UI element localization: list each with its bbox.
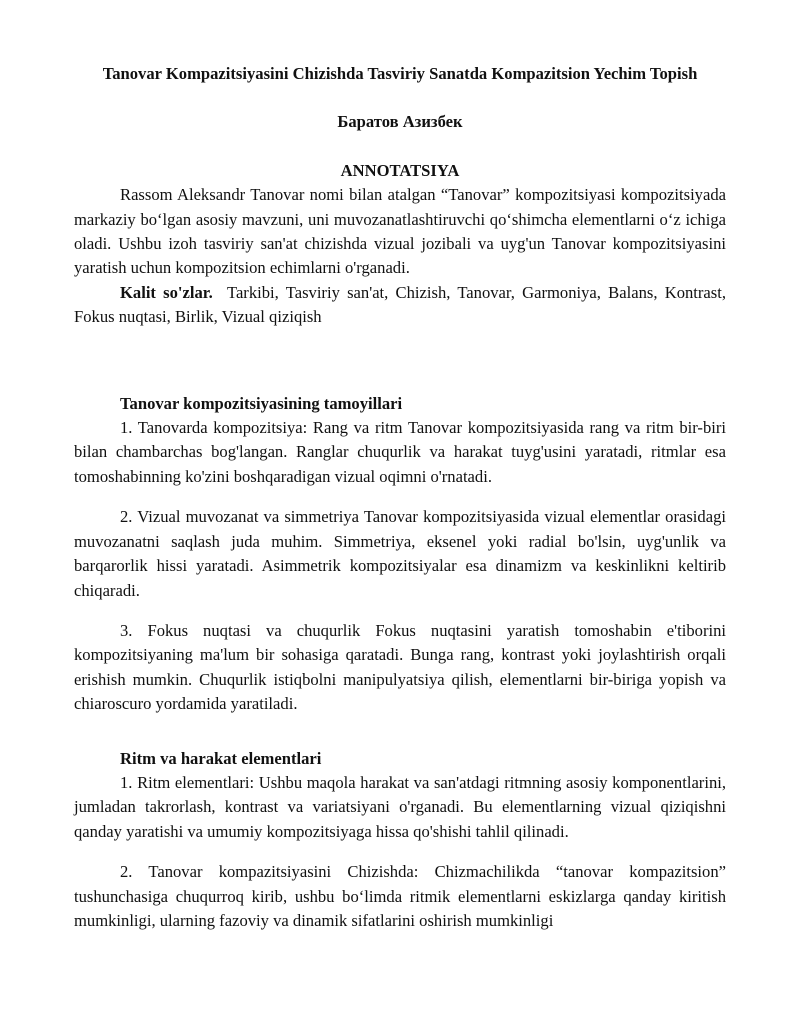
section-heading-rhythm: Ritm va harakat elementlari (120, 748, 322, 768)
section-heading-principles: Tanovar kompozitsiyasining tamoyillari (120, 393, 403, 413)
keywords-list: Tarkibi, Tasviriy san'at, Chizish, Tanovar, Garmoniya, Balans, Kontrast, Fokus nuqtasi, Birlik, Vizual qiziqish (74, 282, 726, 327)
keywords-paragraph (74, 281, 726, 330)
section-paragraph: 2. Tanovar kompazitsiyasini Chizishda: Chizmachilikda “tanovar kompazitsion” tushunchasiga chuqurroq kirib, ushbu bo‘limda ritmik elementlarni eskizlarga qanday kiritish mumkinligi, ularning fazoviy va dinamik sifatlarini oshirish mumkinligi (74, 862, 726, 930)
section-paragraph: 3. Fokus nuqtasi va chuqurlik Fokus nuqtasini yaratish tomoshabin e'tiborini kompozitsiyaning ma'lum bir sohasiga qaratadi. Bunga rang, kontrast yoki joylashtirish orqali erishish mumkin. Chuqurlik istiqbolni manipulyatsiya qilish, elementlarni bir-biriga yopish va chiaroscuro yordamida yaratiladi. (74, 620, 726, 714)
section-paragraph: 2. Vizual muvozanat va simmetriya Tanovar kompozitsiyasida vizual elementlar orasidagi muvozanatni saqlash juda muhim. Simmetriya, eksenel yoki radial bo'lsin, uyg'unlik va barqarorlik hissi yaratadi. Asimmetrik kompozitsiyalar esa dinamizm va keskinlikni keltirib chiqaradi. (74, 507, 726, 600)
keywords-label: Kalit so'zlar. (120, 282, 213, 302)
author-name: Баратов Азизбек (337, 112, 463, 132)
annotation-heading: ANNOTATSIYA (340, 160, 460, 180)
annotation-text: Rassom Aleksandr Tanovar nomi bilan atalgan “Tanovar” kompozitsiyasi kompozitsiyada markaziy bo‘lgan asosiy mavzuni, uni muvozanatlashtiruvchi qo‘shimcha elementlarni o‘z ichiga oladi. Ushbu izoh tasviriy san'at chizishda vizual jozibali va uyg'un Tanovar kompozitsiyasini yaratish uchun kompozitsion echimlarni o'rganadi. (74, 185, 726, 278)
paper-title: Tanovar Kompazitsiyasini Chizishda Tasviriy Sanatda Kompazitsion Yechim Topish (102, 64, 698, 83)
section-paragraph: 1. Ritm elementlari: Ushbu maqola harakat va san'atdagi ritmning asosiy komponentlarini, jumladan takrorlash, kontrast va variatsiyani o'rganadi. Bu elementlarning vizual qiziqishni qanday yaratishi va umumiy kompozitsiyaga hissa qo'shishi tahlil qilinadi. (74, 772, 726, 841)
section-paragraph: 1. Tanovarda kompozitsiya: Rang va ritm Tanovar kompozitsiyasida rang va ritm bir-biri bilan chambarchas bog'langan. Ranglar chuqurlik va harakat tuyg'usini yaratadi, ritmlar esa tomoshabinning ko'zini boshqaradigan vizual oqimni o'rnatadi. (74, 418, 726, 486)
